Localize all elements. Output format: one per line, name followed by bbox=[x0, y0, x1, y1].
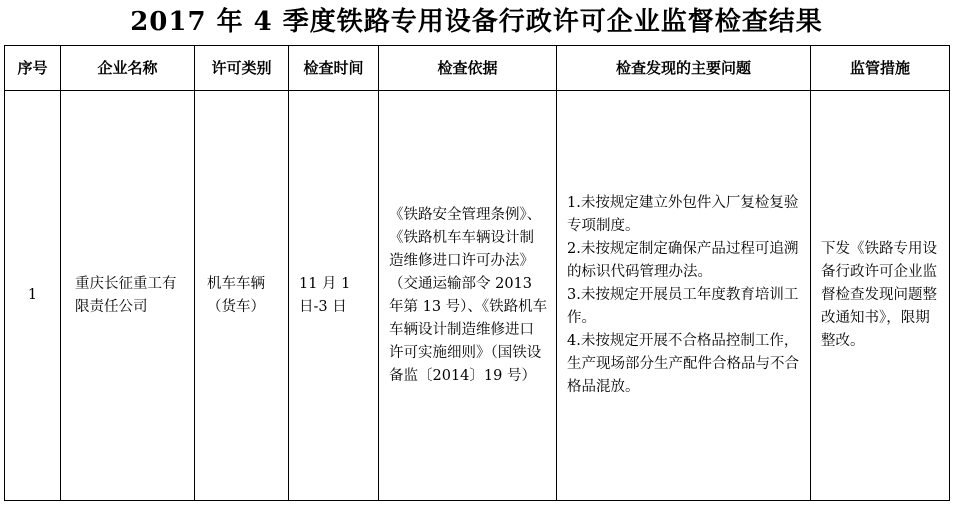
inspection-results-table bbox=[4, 45, 950, 501]
header-basis: 检查依据 bbox=[379, 46, 557, 91]
header-enterprise: 企业名称 bbox=[61, 46, 195, 91]
issue-item: 3.未按规定开展员工年度教育培训工作。 bbox=[567, 287, 799, 326]
cell-basis: 《铁路安全管理条例》、《铁路机车车辆设计制造维修进口许可办法》（交通运输部令 2013 年第 13 号）、《铁路机车车辆设计制造维修进口许可实施细则》（国铁设备监〔2014〕19 号） bbox=[379, 91, 557, 501]
issue-item: 1.未按规定建立外包件入厂复检复验专项制度。 bbox=[567, 195, 799, 234]
table-row bbox=[5, 91, 950, 501]
header-category: 许可类别 bbox=[195, 46, 289, 91]
header-time: 检查时间 bbox=[289, 46, 379, 91]
cell-measures: 下发《铁路专用设备行政许可企业监督检查发现问题整改通知书》，限期整改。 bbox=[811, 91, 950, 501]
issue-item: 4.未按规定开展不合格品控制工作，生产现场部分生产配件合格品与不合格品混放。 bbox=[567, 333, 799, 395]
issue-item: 2.未按规定制定确保产品过程可追溯的标识代码管理办法。 bbox=[567, 241, 799, 280]
cell-time: 11 月 1 日-3 日 bbox=[289, 91, 379, 501]
header-issues: 检查发现的主要问题 bbox=[557, 46, 811, 91]
header-row bbox=[5, 46, 950, 91]
page-title: 2017 年 4 季度铁路专用设备行政许可企业监督检查结果 bbox=[130, 7, 823, 37]
header-measures: 监管措施 bbox=[811, 46, 950, 91]
cell-issues bbox=[557, 91, 811, 501]
cell-category: 机车车辆（货车） bbox=[195, 91, 289, 501]
cell-index: 1 bbox=[5, 91, 61, 501]
header-index: 序号 bbox=[5, 46, 61, 91]
cell-enterprise: 重庆长征重工有限责任公司 bbox=[61, 91, 195, 501]
